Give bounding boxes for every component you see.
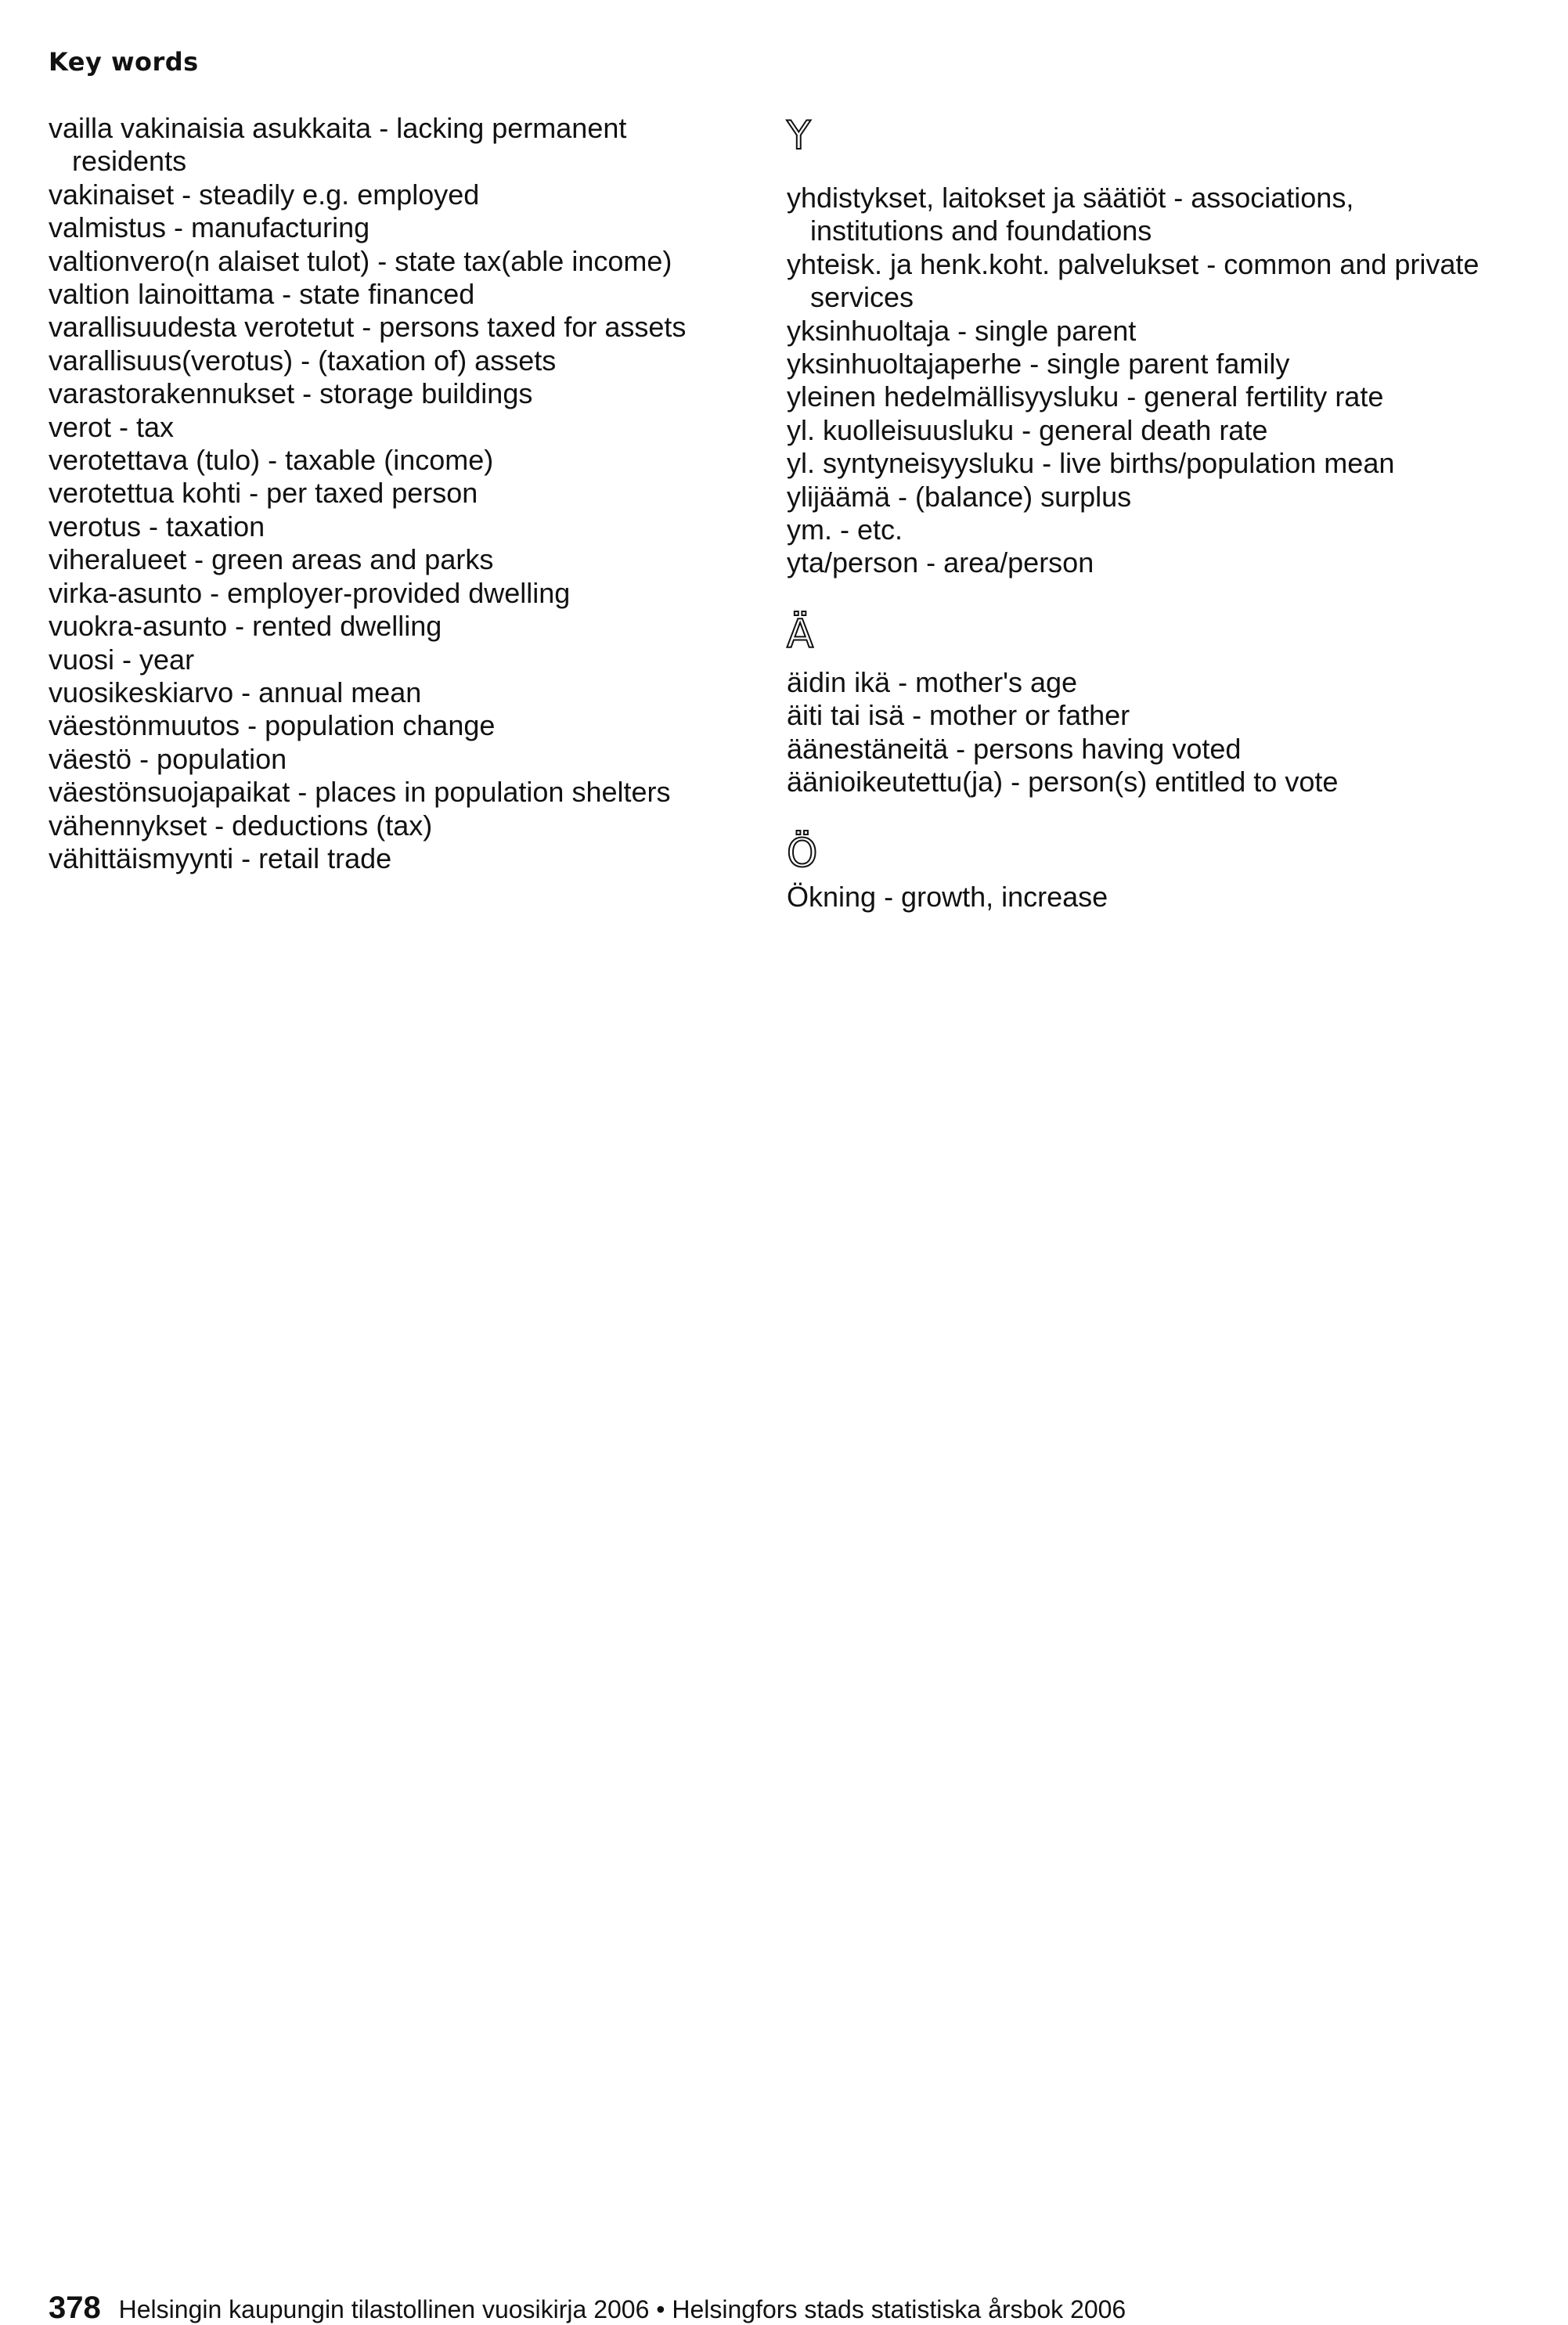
glossary-entry: verotettua kohti - per taxed person — [49, 477, 478, 510]
glossary-entry: yleinen hedelmällisyysluku - general fertility rate — [787, 380, 1384, 413]
glossary-entry: viheralueet - green areas and parks — [49, 543, 494, 576]
glossary-entry: väestönsuojapaikat - places in population shelters — [49, 776, 671, 809]
glossary-list-y — [787, 182, 1491, 580]
glossary-entry: verotus - taxation — [49, 510, 265, 542]
glossary-entry: väestönmuutos - population change — [49, 709, 496, 742]
glossary-entry: äiti tai isä - mother or father — [787, 699, 1130, 732]
glossary-entry: yksinhuoltajaperhe - single parent family — [787, 348, 1290, 380]
glossary-entry: varallisuudesta verotetut - persons taxed for assets — [49, 311, 687, 344]
glossary-entry: yhdistykset, laitokset ja säätiöt - associations, institutions and foundations — [787, 182, 1354, 247]
glossary-entry: valtionvero(n alaiset tulot) - state tax(able income) — [49, 244, 672, 277]
glossary-entry: väestö - population — [49, 742, 287, 775]
glossary-entry: valmistus - manufacturing — [49, 211, 370, 244]
glossary-list-a-umlaut — [787, 666, 1491, 799]
glossary-entry: vuosi - year — [49, 643, 195, 676]
glossary-entry: ylijäämä - (balance) surplus — [787, 480, 1132, 513]
glossary-entry: yhteisk. ja henk.koht. palvelukset - common and private services — [787, 247, 1480, 314]
page-footer — [49, 2292, 1126, 2325]
glossary-list — [49, 112, 737, 875]
section-letter-o-umlaut: Ö — [787, 830, 818, 876]
glossary-list-o-umlaut — [787, 881, 1491, 914]
glossary-entry: virka-asunto - employer-provided dwelling — [49, 576, 571, 609]
glossary-entry: valtion lainoittama - state financed — [49, 278, 475, 311]
right-column — [787, 113, 1491, 914]
glossary-entry: vuokra-asunto - rented dwelling — [49, 610, 442, 643]
section-letter-y: Y — [787, 113, 811, 158]
left-column — [49, 112, 737, 875]
glossary-entry: äidin ikä - mother's age — [787, 665, 1078, 698]
glossary-entry: yl. syntyneisyysluku - live births/population mean — [787, 447, 1395, 480]
footer-publication-title: Helsingin kaupungin tilastollinen vuosikirja 2006 • Helsingfors stads statistiska årsbok 2006 — [118, 2295, 1126, 2323]
glossary-entry: vailla vakinaisia asukkaita - lacking permanent residents — [49, 112, 627, 178]
glossary-entry: ym. - etc. — [787, 514, 903, 546]
glossary-entry: äänestäneitä - persons having voted — [787, 732, 1242, 765]
glossary-entry: yta/person - area/person — [787, 546, 1094, 579]
glossary-entry: äänioikeutettu(ja) - person(s) entitled to vote — [787, 766, 1339, 798]
page-title: Key words — [49, 47, 199, 77]
glossary-entry: yksinhuoltaja - single parent — [787, 314, 1137, 347]
glossary-entry: vähennykset - deductions (tax) — [49, 809, 433, 842]
glossary-entry: verot - tax — [49, 410, 175, 443]
glossary-entry: varastorakennukset - storage buildings — [49, 377, 533, 410]
section-letter-a-umlaut: Ä — [787, 611, 814, 657]
glossary-entry: Ökning - growth, increase — [787, 880, 1108, 913]
glossary-entry: vuosikeskiarvo - annual mean — [49, 676, 422, 708]
glossary-entry: varallisuus(verotus) - (taxation of) assets — [49, 344, 557, 377]
page-number: 378 — [49, 2291, 101, 2325]
glossary-entry: verotettava (tulo) - taxable (income) — [49, 444, 494, 477]
glossary-entry: vakinaiset - steadily e.g. employed — [49, 178, 480, 211]
glossary-entry: vähittäismyynti - retail trade — [49, 842, 392, 874]
glossary-entry: yl. kuolleisuusluku - general death rate — [787, 413, 1268, 446]
